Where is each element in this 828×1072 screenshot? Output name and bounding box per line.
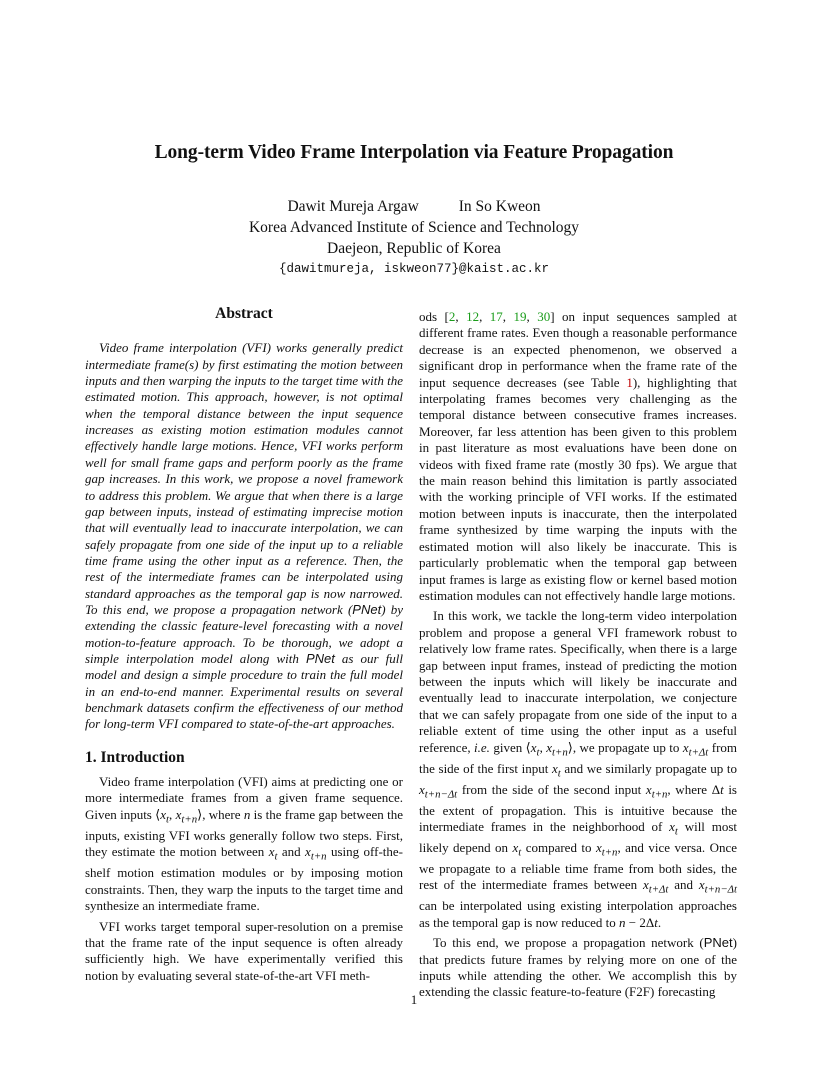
right-column [419, 309, 737, 1005]
table-reference-link[interactable]: 1 [626, 374, 633, 390]
section-heading: 1. Introduction [85, 748, 185, 766]
citation-link[interactable]: 2 [448, 309, 456, 324]
page-number: 1 [410, 992, 418, 1007]
citation-link[interactable]: 17 [489, 309, 503, 324]
intro-paragraph: To this end, we propose a propagation network (PNet) that predicts future frames by relying more on one of the inputs while attending the other. We accomplish this by extending the classic feature-to-feature (F2F) forecasting [419, 935, 737, 1000]
email-address: {dawitmureja, iskweon77}@kaist.ac.kr [278, 262, 550, 276]
abstract-heading: Abstract [215, 305, 273, 322]
author-names [0, 196, 828, 217]
citation-link[interactable]: 30 [537, 309, 551, 324]
intro-paragraph: Video frame interpolation (VFI) aims at predicting one or more intermediate frames from a given frame sequence. Given inputs $⟨x_t$, $x_{t+n}⟩$, where n is the frame gap between the inputs, existing VFI works generally follow two steps. First, they estimate the motion between $x_t$ and $x_{t+n}$ using off-the-shelf motion estimation modules or by imposing motion constraints. Then, they warp the inputs to the target time and synthesize an intermediate frame. [85, 774, 404, 914]
author-block [0, 196, 828, 280]
abstract-text: Video frame interpolation (VFI) works generally predict intermediate frame(s) by first estimating the motion between inputs and then warping the inputs to the target time with the estimated motion. This approach, however, is not optimal when the temporal distance between the input sequence increases as existing motion estimation modules cannot effectively handle large motions. Hence, VFI works perform well for small frame gaps and perform poorly as the frame gap increases. In this work, we propose a novel framework to address this problem. We argue that when there is a large gap between inputs, instead of estimating imprecise motion that will eventually lead to inaccurate interpolation, we can safely propagate from one side of the input up to a reliable time frame using the other input as a reference. Then, the rest of the intermediate frames can be interpolated using standard approaches as the temporal gap is now narrowed. To this end, we propose a propagation network (PNet) by extending the classic feature-level forecasting with a novel motion-to-feature approach. To be thorough, we adopt a simple interpolation model along with PNet as our full model and design a simple procedure to train the full model in an end-to-end manner. Experimental results on several benchmark datasets confirm the effectiveness of our method for long-term VFI compared to state-of-the-art approaches. [85, 340, 403, 732]
citation-link[interactable]: 19 [513, 309, 527, 324]
pnet-label: PNet [352, 601, 382, 617]
author-name: Dawit Mureja Argaw [287, 198, 419, 215]
citation-link[interactable]: 12 [466, 309, 480, 324]
affiliation: Korea Advanced Institute of Science and Technology [248, 219, 580, 236]
paper-title: Long-term Video Frame Interpolation via Feature Propagation [154, 142, 674, 163]
intro-paragraph: VFI works target temporal super-resolution on a premise that the frame rate of the input sequence is often already sufficiently high. We have experimentally verified this notion by evaluating several state-of-the-art VFI meth- [85, 918, 403, 983]
intro-paragraph: In this work, we tackle the long-term video interpolation problem and propose a general VFI framework robust to relatively low frame rates. Specifically, when there is a large gap between input frames, instead of predicting the motion between the inputs which will likely be inaccurate and eventually lead to inaccurate interpolation, we conjecture that we can safely propagate from one side of the input to a reliable extent of time using the other input as a useful reference, i.e. given $⟨x_t$, $x_{t+n}⟩$, we propagate up to $x_{t+\Delta t}$ from the side of the first input $x_t$ and we similarly propagate up to $x_{t+n-\Delta t}$ from the side of the second input $x_{t+n}$, where Δt is the extent of propagation. This is intuitive because the intermediate frames in the neighborhood of $x_t$ will most likely depend on $x_t$ compared to $x_{t+n}$, and vice versa. Once we propagate to a reliable time frame from both sides, the rest of the intermediate frames between $x_{t+\Delta t}$ and $x_{t+n-\Delta t}$ can be interpolated using existing interpolation approaches as the temporal gap is now reduced to n − 2Δt. [419, 608, 738, 930]
location: Daejeon, Republic of Korea [327, 240, 501, 257]
pnet-label: PNet [703, 935, 733, 951]
intro-paragraph-continued: ods [2, 12, 17, 19, 30] on input sequences sampled at different frame rates. Even though a reasonable performance decrease is an expected phenomenon, we observed a significant drop in performance when the frame rate of the input sequence decreases (see Table 1), highlighting that interpolating frames becomes very challenging as the temporal distance between consecutive frames increases. Moreover, far less attention has been given to this problem in past literature as most evaluations have been done on videos with fixed frame rate (mostly 30 fps). We argue that the main reason behind this limitation is partly associated with the working principle of VFI works. If the estimated motion between inputs is inaccurate, then the interpolated frame synthesized by time warping the inputs with the estimated motion will also likely be inaccurate. This is particularly problematic when the temporal gap between input frames is large as existing flow or kernel based motion estimation modules can not effectively handle large motions. [419, 309, 738, 603]
pnet-label: PNet [305, 650, 335, 666]
author-name: In So Kweon [458, 198, 541, 215]
left-column [85, 306, 403, 988]
